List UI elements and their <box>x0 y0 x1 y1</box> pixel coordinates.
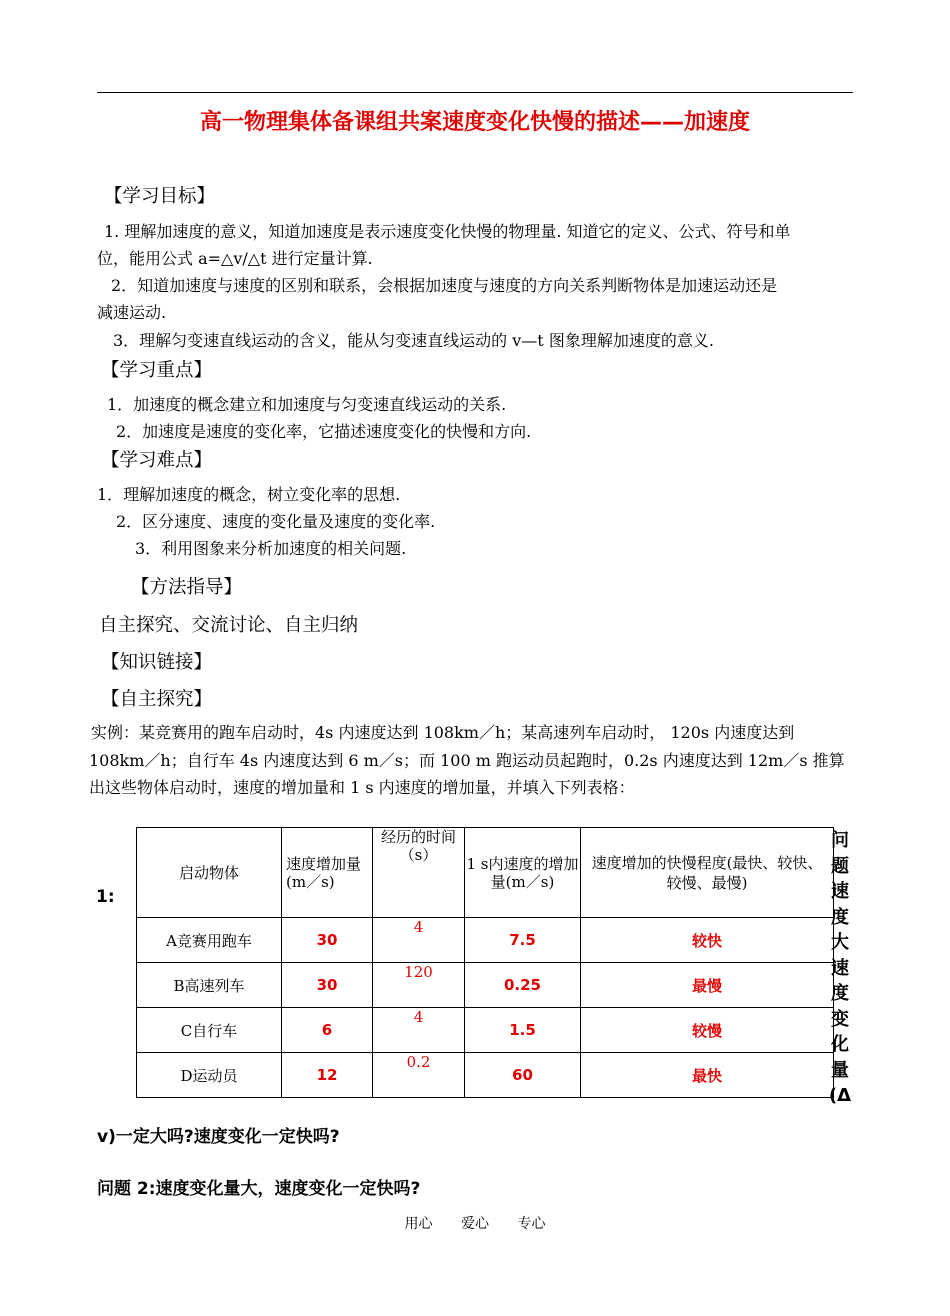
goal-1-line-1: 1. 理解加速度的意义，知道加速度是表示速度变化快慢的物理量. 知道它的定义、公式、符号和单 <box>104 222 791 241</box>
row-time: 4 <box>373 918 465 963</box>
question-1-continued: v)一定大吗?速度变化一定快吗? <box>97 1127 340 1147</box>
table-row <box>137 918 834 963</box>
explore-heading: 【自主探究】 <box>101 689 213 710</box>
table-label: 1: <box>96 887 115 907</box>
row-object: A竞赛用跑车 <box>137 918 282 963</box>
table-row <box>137 963 834 1008</box>
row-rank: 最慢 <box>581 963 834 1008</box>
table-header-row <box>137 828 834 918</box>
row-rank: 较快 <box>581 918 834 963</box>
header-per-second: 1 s内速度的增加量(m／s) <box>465 828 581 918</box>
method-text: 自主探究、交流讨论、自主归纳 <box>99 615 359 636</box>
key-1: 1．加速度的概念建立和加速度与匀变速直线运动的关系. <box>107 395 507 414</box>
row-dv: 30 <box>282 918 373 963</box>
goal-2-line-2: 减速运动. <box>97 303 167 322</box>
page-footer: 用心 爱心 专心 <box>404 1216 546 1232</box>
row-dv: 30 <box>282 963 373 1008</box>
goals-heading: 【学习目标】 <box>104 186 216 207</box>
row-per-second: 1.5 <box>465 1008 581 1053</box>
row-per-second: 0.25 <box>465 963 581 1008</box>
row-object: C自行车 <box>137 1008 282 1053</box>
table-row <box>137 1053 834 1098</box>
question-1-vertical: 问题速度大速度变化量(Δ <box>828 830 852 1106</box>
page-title: 高一物理集体备课组共案速度变化快慢的描述——加速度 <box>199 110 750 135</box>
table-row <box>137 1008 834 1053</box>
row-object: D运动员 <box>137 1053 282 1098</box>
header-object: 启动物体 <box>137 828 282 918</box>
row-time: 120 <box>373 963 465 1008</box>
row-rank: 较慢 <box>581 1008 834 1053</box>
row-dv: 6 <box>282 1008 373 1053</box>
row-time: 4 <box>373 1008 465 1053</box>
goal-1-line-2: 位，能用公式 a=△v/△t 进行定量计算. <box>97 249 373 268</box>
diff-1: 1．理解加速度的概念，树立变化率的思想. <box>97 485 401 504</box>
row-dv: 12 <box>282 1053 373 1098</box>
header-dv: 速度增加量(m／s) <box>282 828 373 918</box>
row-object: B高速列车 <box>137 963 282 1008</box>
row-per-second: 60 <box>465 1053 581 1098</box>
question-2: 问题 2:速度变化量大，速度变化一定快吗? <box>97 1179 421 1199</box>
link-heading: 【知识链接】 <box>101 652 213 673</box>
header-rank: 速度增加的快慢程度(最快、较快、较慢、最慢) <box>581 828 834 918</box>
header-time: 经历的时间（s） <box>373 828 465 918</box>
key-heading: 【学习重点】 <box>101 360 213 381</box>
row-time: 0.2 <box>373 1053 465 1098</box>
data-table <box>136 827 834 1098</box>
method-heading: 【方法指导】 <box>131 577 243 598</box>
goal-2-line-1: 2．知道加速度与速度的区别和联系，会根据加速度与速度的方向关系判断物体是加速运动还是 <box>111 276 778 295</box>
example-line-1: 实例：某竞赛用的跑车启动时，4s 内速度达到 108km／h；某高速列车启动时， 120s 内速度达到 <box>91 723 795 742</box>
row-rank: 最快 <box>581 1053 834 1098</box>
key-2: 2．加速度是速度的变化率，它描述速度变化的快慢和方向. <box>116 422 532 441</box>
example-line-3: 出这些物体启动时，速度的增加量和 1 s 内速度的增加量，并填入下列表格： <box>89 778 635 797</box>
example-line-2: 108km／h；自行车 4s 内速度达到 6 m／s；而 100 m 跑运动员起跑时，0.2s 内速度达到 12m／s 推算 <box>89 751 845 770</box>
goal-3: 3．理解匀变速直线运动的含义，能从匀变速直线运动的 v—t 图象理解加速度的意义. <box>113 331 714 350</box>
diff-2: 2．区分速度、速度的变化量及速度的变化率. <box>116 512 436 531</box>
header-rule <box>97 92 853 93</box>
diff-3: 3．利用图象来分析加速度的相关问题. <box>135 539 407 558</box>
row-per-second: 7.5 <box>465 918 581 963</box>
difficult-heading: 【学习难点】 <box>101 450 213 471</box>
